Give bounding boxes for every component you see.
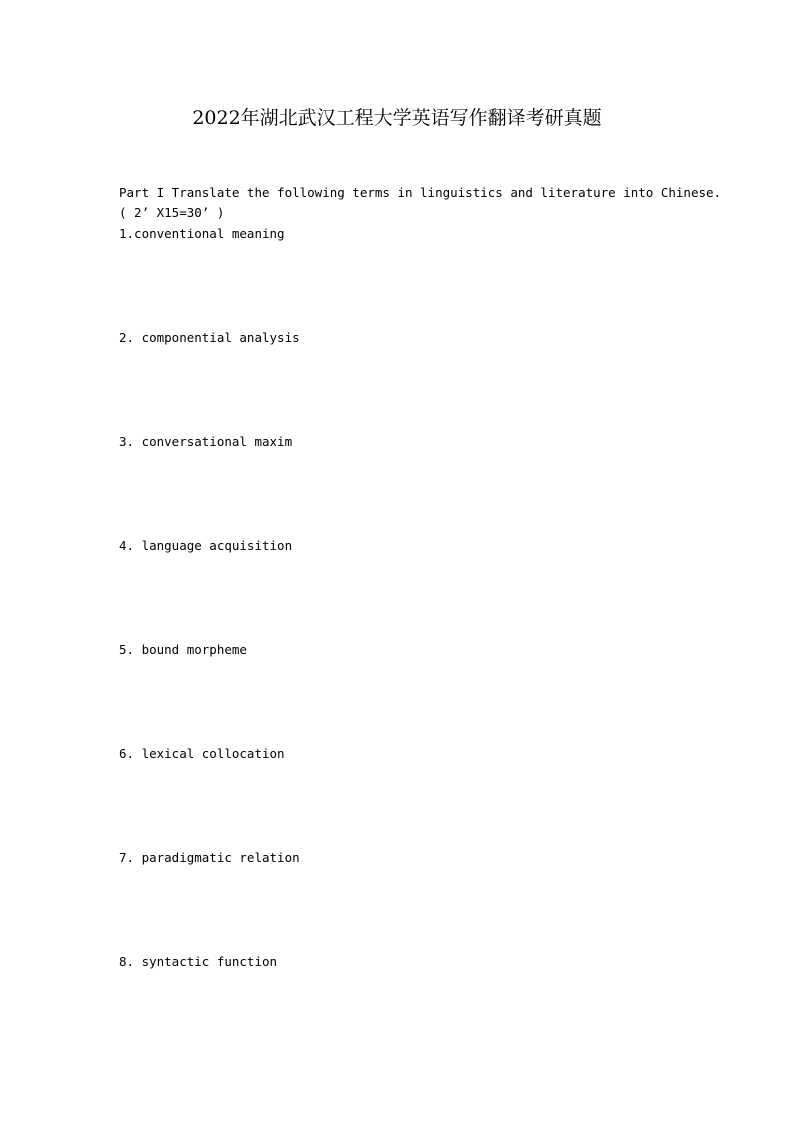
term-item-4: 4. language acquisition <box>119 538 293 553</box>
term-item-5: 5. bound morpheme <box>119 642 247 657</box>
term-item-6: 6. lexical collocation <box>119 746 285 761</box>
term-item-1: 1.conventional meaning <box>119 226 285 241</box>
term-item-3: 3. conversational maxim <box>119 434 293 449</box>
part1-score: ( 2’ X15=30’ ) <box>119 205 225 220</box>
term-item-7: 7. paradigmatic relation <box>119 850 300 865</box>
term-item-8: 8. syntactic function <box>119 954 278 969</box>
document-title: 2022年湖北武汉工程大学英语写作翻译考研真题 <box>192 107 602 129</box>
term-item-2: 2. componential analysis <box>119 330 300 345</box>
part1-instruction: Part I Translate the following terms in linguistics and literature into Chinese. <box>119 185 722 200</box>
